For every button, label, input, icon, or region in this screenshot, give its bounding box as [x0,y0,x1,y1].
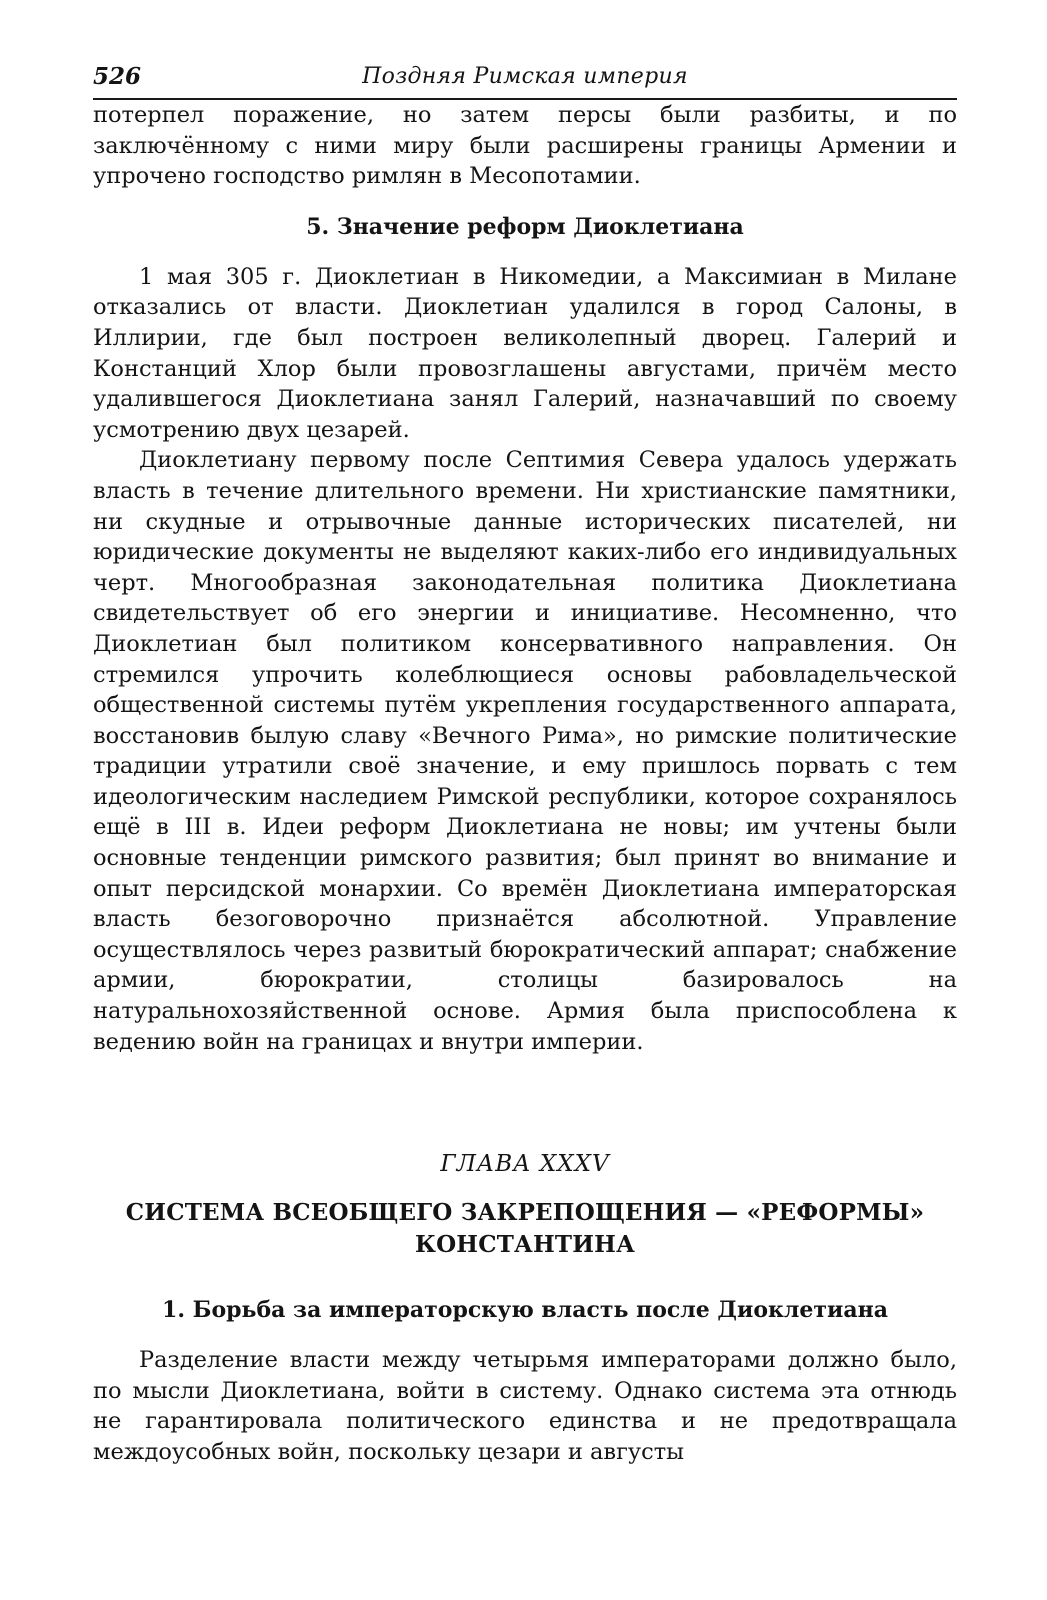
running-header [93,60,957,94]
body-text [93,100,957,1468]
paragraph: 1 мая 305 г. Диоклетиан в Никомедии, а Максимиан в Милане отказались от власти. Диоклетиан удалился в город Салоны, в Иллирии, где был построен великолепный дворец. Галерий и Констанций Хлор были провозглашены августами, причём место удалившегося Диоклетиана занял Галерий, назначавший по своему усмотрению двух цезарей. [93,263,957,443]
chapter-title-line: КОНСТАНТИНА [414,1231,636,1259]
chapter-title-line: СИСТЕМА ВСЕОБЩЕГО ЗАКРЕПОЩЕНИЯ — «РЕФОРМЫ» [125,1199,925,1227]
section-heading: 1. Борьба за императорскую власть после Диоклетиана [162,1297,888,1324]
chapter-label: ГЛАВА XXXV [440,1151,610,1178]
paragraph: Диоклетиану первому после Септимия Севера удалось удержать власть в течение длительного времени. Ни христианские памятники, ни скудные и отрывочные данные исторических писателей, ни юридические документы не выделяют каких-либо его индивидуальных черт. Многообразная законодательная политика Диоклетиана свидетельствует об его энергии и инициативе. Несомненно, что Диоклетиан был политиком консервативного направления. Он стремился упрочить колеблющиеся основы рабовладельческой общественной системы путём укрепления государственного аппарата, восстановив былую славу «Вечного Рима», но римские политические традиции утратили своё значение, и ему пришлось порвать с тем идеологическим наследием Римской республики, которое сохранялось ещё в III в. Идеи реформ Диоклетиана не новы; им учтены были основные тенденции римского развития; был принят во внимание и опыт персидской монархии. Со времён Диоклетиана императорская власть безоговорочно признаётся абсолютной. Управление осуществлялось через развитый бюрократический аппарат; снабжение армии, бюрократии, столицы базировалось на натуральнохозяйственной основе. Армия была приспособлена к ведению войн на границах и внутри империи. [93,447,957,1055]
chapter-title [93,1197,957,1261]
book-page [93,60,957,1468]
continuation-paragraph: потерпел поражение, но затем персы были разбиты, и по заключённому с ними миру были расширены границы Армении и упрочено господство римлян в Месопотамии. [93,102,957,190]
page-number: 526 [93,63,142,90]
section-heading: 5. Значение реформ Диоклетиана [306,213,744,240]
paragraph: Разделение власти между четырьмя императорами должно было, по мысли Диоклетиана, войти в систему. Однако система эта отнюдь не гарантировала политического единства и не предотвращала междоусобных войн, поскольку цезари и августы [93,1347,957,1465]
running-title: Поздняя Римская империя [362,64,688,89]
